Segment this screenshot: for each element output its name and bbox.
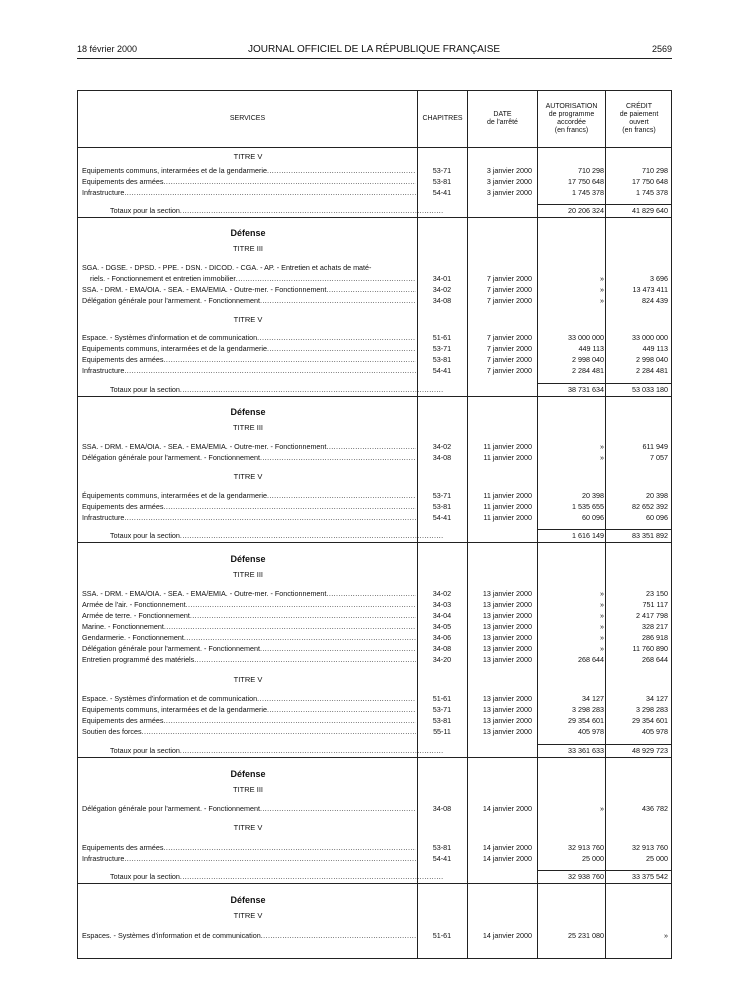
date-cell: 11 janvier 2000 (483, 502, 532, 511)
credit-cell: 25 000 (646, 854, 668, 863)
autorisation-cell: 20 206 324 (568, 206, 604, 215)
date-cell: 3 janvier 2000 (486, 177, 532, 186)
total-rule (538, 870, 672, 871)
autorisation-cell: 25 000 (582, 854, 604, 863)
service-label: Infrastructure ..... (82, 512, 416, 523)
autorisation-cell: 710 298 (578, 166, 604, 175)
credit-cell: 751 117 (642, 600, 668, 609)
table-row (78, 295, 671, 306)
titre-heading: TITRE V (233, 472, 263, 481)
chapitre-cell: 53-71 (432, 344, 452, 353)
chapitre-cell: 34-02 (432, 285, 452, 294)
section-rule (78, 883, 672, 884)
chapitre-cell: 34-08 (432, 644, 452, 653)
service-label: Equipements communs, interarmées et de la gendarmerie ..... (82, 343, 416, 354)
section-rule (78, 757, 672, 758)
service-label: Equipements des armées ..... (82, 842, 416, 853)
chapitre-cell: 53-71 (432, 705, 452, 714)
service-label: Equipements des armées ..... (82, 715, 416, 726)
credit-cell: 2 998 040 (636, 355, 668, 364)
table-row (78, 930, 671, 941)
credit-cell: 53 033 180 (632, 385, 668, 394)
service-label: Equipements des armées ..... (82, 176, 416, 187)
table-row (78, 343, 671, 354)
date-cell: 13 janvier 2000 (482, 611, 532, 620)
col-header-date: DATE de l'arrêté (487, 111, 518, 126)
service-label: Totaux pour la section ..... (110, 530, 444, 541)
credit-cell: 11 760 890 (632, 644, 668, 653)
autorisation-cell: 25 231 080 (568, 931, 604, 940)
autorisation-cell: 17 750 648 (568, 177, 604, 186)
service-label: Délégation générale pour l'armement. - Fonctionnement ..... (82, 295, 416, 306)
credit-cell: 29 354 601 (632, 716, 668, 725)
section-heading: Défense (230, 895, 266, 905)
service-label: SSA. - DRM. - EMA/OIA. - SEA. - EMA/EMIA. - Outre-mer. - Fonctionnement ..... (82, 284, 416, 295)
col-header-services: SERVICES (229, 115, 266, 122)
section-rule (78, 217, 672, 218)
table-row (78, 512, 671, 523)
service-label: Marine. - Fonctionnement ..... (82, 621, 416, 632)
credit-cell: 33 000 000 (632, 333, 668, 342)
header-rule (77, 58, 672, 59)
table-row (78, 490, 671, 501)
service-label: Délégation générale pour l'armement. - Fonctionnement ..... (82, 803, 416, 814)
date-cell: 13 janvier 2000 (482, 655, 532, 664)
date-cell: 13 janvier 2000 (482, 644, 532, 653)
date-cell: 7 janvier 2000 (486, 344, 532, 353)
autorisation-cell: 33 361 633 (568, 746, 604, 755)
table-row (78, 365, 671, 376)
service-label: Espaces. - Systèmes d'information et de communication ..... (82, 930, 416, 941)
service-label: Equipements des armées ..... (82, 501, 416, 512)
titre-heading: TITRE V (233, 823, 263, 832)
total-rule (538, 529, 672, 530)
chapitre-cell: 34-08 (432, 296, 452, 305)
service-label: Totaux pour la section ..... (110, 205, 444, 216)
chapitre-cell: 34-05 (432, 622, 452, 631)
titre-heading: TITRE V (233, 675, 263, 684)
table-row (78, 693, 671, 704)
totals-row (78, 384, 671, 395)
credit-cell: 3 298 283 (636, 705, 668, 714)
date-cell: 14 janvier 2000 (482, 931, 532, 940)
date-cell: 11 janvier 2000 (483, 491, 532, 500)
credit-cell: 7 057 (650, 453, 668, 462)
chapitre-cell: 34-06 (432, 633, 452, 642)
table-row (78, 588, 671, 599)
table-row (78, 654, 671, 665)
table-row (78, 165, 671, 176)
service-label: Equipements communs, interarmées et de la gendarmerie ..... (82, 165, 416, 176)
autorisation-cell: 33 000 000 (568, 333, 604, 342)
col-header-credit: CRÉDIT de paiement ouvert (en francs) (619, 103, 659, 134)
credit-cell: 1 745 378 (636, 188, 668, 197)
date-cell: 3 janvier 2000 (486, 188, 532, 197)
credit-cell: 20 398 (646, 491, 668, 500)
credit-cell: 23 150 (646, 589, 668, 598)
credits-table (77, 90, 672, 959)
date-cell: 13 janvier 2000 (482, 600, 532, 609)
credit-cell: 824 439 (642, 296, 668, 305)
table-row (78, 354, 671, 365)
date-cell: 14 janvier 2000 (482, 804, 532, 813)
autorisation-cell: » (600, 589, 604, 598)
page-date: 18 février 2000 (77, 44, 138, 54)
autorisation-cell: 1 745 378 (572, 188, 604, 197)
service-label: Entretien programmé des matériels ..... (82, 654, 416, 665)
service-label: Délégation générale pour l'armement. - Fonctionnement ..... (82, 452, 416, 463)
section-heading: Défense (230, 407, 266, 417)
service-label: Totaux pour la section ..... (110, 871, 444, 882)
chapitre-cell: 34-04 (432, 611, 452, 620)
autorisation-cell: 3 298 283 (572, 705, 604, 714)
titre-heading: TITRE V (233, 152, 263, 161)
date-cell: 3 janvier 2000 (486, 166, 532, 175)
total-rule (538, 744, 672, 745)
autorisation-cell: 2 284 481 (572, 366, 604, 375)
total-rule (538, 383, 672, 384)
totals-row (78, 871, 671, 882)
col-divider (537, 91, 538, 958)
chapitre-cell: 53-71 (432, 166, 452, 175)
autorisation-cell: 2 998 040 (572, 355, 604, 364)
credit-cell: 13 473 411 (632, 285, 668, 294)
table-row (78, 262, 671, 273)
header-separator (78, 147, 671, 148)
chapitre-cell: 51-61 (432, 931, 452, 940)
autorisation-cell: 405 978 (578, 727, 604, 736)
date-cell: 13 janvier 2000 (482, 633, 532, 642)
table-row (78, 332, 671, 343)
titre-heading: TITRE V (233, 911, 263, 920)
table-row (78, 726, 671, 737)
autorisation-cell: » (600, 804, 604, 813)
credit-cell: 286 918 (642, 633, 668, 642)
titre-heading: TITRE V (233, 315, 263, 324)
credit-cell: 48 929 723 (632, 746, 668, 755)
autorisation-cell: 268 644 (578, 655, 604, 664)
credit-cell: 41 829 640 (632, 206, 668, 215)
section-rule (78, 396, 672, 397)
col-header-chapitres: CHAPITRES (422, 115, 463, 122)
table-row (78, 803, 671, 814)
credit-cell: 2 284 481 (636, 366, 668, 375)
date-cell: 13 janvier 2000 (482, 694, 532, 703)
section-heading: Défense (230, 554, 266, 564)
total-rule (538, 204, 672, 205)
autorisation-cell: » (600, 644, 604, 653)
service-label: Gendarmerie. - Fonctionnement ..... (82, 632, 416, 643)
chapitre-cell: 55-11 (433, 727, 451, 736)
autorisation-cell: 449 113 (578, 344, 604, 353)
date-cell: 13 janvier 2000 (482, 727, 532, 736)
chapitre-cell: 34-03 (432, 600, 452, 609)
chapitre-cell: 34-02 (432, 442, 452, 451)
autorisation-cell: » (600, 611, 604, 620)
credit-cell: 82 652 392 (632, 502, 668, 511)
chapitre-cell: 53-81 (432, 502, 452, 511)
credit-cell: 60 096 (646, 513, 668, 522)
credit-cell: 405 978 (642, 727, 668, 736)
col-divider (467, 91, 468, 958)
chapitre-cell: 53-81 (432, 843, 452, 852)
table-row (78, 452, 671, 463)
autorisation-cell: 38 731 634 (568, 385, 604, 394)
credit-cell: 2 417 798 (636, 611, 668, 620)
journal-title: JOURNAL OFFICIEL DE LA RÉPUBLIQUE FRANÇAISE (247, 44, 501, 55)
table-row (78, 704, 671, 715)
chapitre-cell: 51-61 (432, 333, 452, 342)
table-row (78, 187, 671, 198)
autorisation-cell: » (600, 633, 604, 642)
service-label: Totaux pour la section ..... (110, 745, 444, 756)
service-label: Equipements des armées ..... (82, 354, 416, 365)
autorisation-cell: » (600, 453, 604, 462)
section-rule (78, 542, 672, 543)
service-label: Totaux pour la section ..... (110, 384, 444, 395)
chapitre-cell: 54-41 (432, 513, 452, 522)
date-cell: 7 janvier 2000 (486, 333, 532, 342)
table-row (78, 273, 671, 284)
table-row (78, 632, 671, 643)
autorisation-cell: » (600, 285, 604, 294)
autorisation-cell: 1 535 655 (572, 502, 604, 511)
autorisation-cell: 29 354 601 (568, 716, 604, 725)
table-row (78, 715, 671, 726)
credit-cell: 449 113 (642, 344, 668, 353)
autorisation-cell: » (600, 600, 604, 609)
credit-cell: 268 644 (642, 655, 668, 664)
date-cell: 11 janvier 2000 (483, 453, 532, 462)
section-heading: Défense (230, 769, 266, 779)
chapitre-cell: 53-71 (432, 491, 452, 500)
date-cell: 13 janvier 2000 (482, 716, 532, 725)
date-cell: 7 janvier 2000 (486, 274, 532, 283)
date-cell: 13 janvier 2000 (482, 589, 532, 598)
chapitre-cell: 53-81 (432, 177, 452, 186)
service-label: Infrastructure ..... (82, 187, 416, 198)
date-cell: 7 janvier 2000 (486, 296, 532, 305)
date-cell: 14 janvier 2000 (482, 843, 532, 852)
autorisation-cell: » (600, 442, 604, 451)
table-row (78, 501, 671, 512)
date-cell: 11 janvier 2000 (483, 442, 532, 451)
credit-cell: 32 913 760 (632, 843, 668, 852)
service-label: SSA. - DRM. - EMA/OIA. - SEA. - EMA/EMIA. - Outre-mer. - Fonctionnement ..... (82, 441, 416, 452)
credit-cell: 3 696 (650, 274, 668, 283)
titre-heading: TITRE III (233, 785, 263, 794)
table-row (78, 853, 671, 864)
date-cell: 7 janvier 2000 (486, 366, 532, 375)
service-label: Soutien des forces ..... (82, 726, 416, 737)
table-row (78, 599, 671, 610)
credit-cell: 611 949 (642, 442, 668, 451)
titre-heading: TITRE III (233, 244, 263, 253)
table-row (78, 176, 671, 187)
section-heading: Défense (230, 228, 266, 238)
titre-heading: TITRE III (233, 570, 263, 579)
chapitre-cell: 53-81 (432, 716, 452, 725)
date-cell: 14 janvier 2000 (482, 854, 532, 863)
chapitre-cell: 34-01 (432, 274, 452, 283)
credit-cell: 710 298 (642, 166, 668, 175)
credit-cell: 83 351 892 (632, 531, 668, 540)
chapitre-cell: 34-08 (432, 453, 452, 462)
date-cell: 11 janvier 2000 (483, 513, 532, 522)
service-label: Infrastructure ..... (82, 853, 416, 864)
table-row (78, 842, 671, 853)
service-label: SSA. - DRM. - EMA/OIA. - SEA. - EMA/EMIA. - Outre-mer. - Fonctionnement ..... (82, 588, 416, 599)
autorisation-cell: 1 616 149 (572, 531, 604, 540)
table-row (78, 610, 671, 621)
table-row (78, 621, 671, 632)
service-label: Équipements communs, interarmées et de la gendarmerie ..... (82, 490, 416, 501)
autorisation-cell: 34 127 (582, 694, 604, 703)
autorisation-cell: » (600, 622, 604, 631)
service-label: Equipements communs, interarmées et de la gendarmerie ..... (82, 704, 416, 715)
titre-heading: TITRE III (233, 423, 263, 432)
chapitre-cell: 53-81 (432, 355, 452, 364)
totals-row (78, 205, 671, 216)
chapitre-cell: 34-08 (432, 804, 452, 813)
table-row (78, 284, 671, 295)
table-row (78, 643, 671, 654)
page-number: 2569 (651, 44, 672, 54)
totals-row (78, 745, 671, 756)
date-cell: 7 janvier 2000 (486, 355, 532, 364)
credit-cell: 436 782 (642, 804, 668, 813)
service-label: Infrastructure ..... (82, 365, 416, 376)
credit-cell: » (664, 931, 668, 940)
autorisation-cell: 32 938 760 (568, 872, 604, 881)
credit-cell: 34 127 (646, 694, 668, 703)
autorisation-cell: » (600, 296, 604, 305)
table-row (78, 441, 671, 452)
chapitre-cell: 34-20 (432, 655, 452, 664)
date-cell: 13 janvier 2000 (482, 622, 532, 631)
credit-cell: 328 217 (642, 622, 668, 631)
chapitre-cell: 54-41 (432, 366, 452, 375)
autorisation-cell: 32 913 760 (568, 843, 604, 852)
service-label: Délégation générale pour l'armement. - Fonctionnement ..... (82, 643, 416, 654)
chapitre-cell: 54-41 (432, 854, 452, 863)
credit-cell: 17 750 648 (632, 177, 668, 186)
service-label: Armée de l'air. - Fonctionnement ..... (82, 599, 416, 610)
chapitre-cell: 54-41 (432, 188, 452, 197)
autorisation-cell: » (600, 274, 604, 283)
service-label: riels. - Fonctionnement et entretien immobilier ..... (82, 273, 416, 284)
autorisation-cell: 20 398 (582, 491, 604, 500)
totals-row (78, 530, 671, 541)
service-label: Espace. - Systèmes d'information et de communication ..... (82, 693, 416, 704)
service-label: SGA. - DGSE. - DPSD. - PPE. - DSN. - DICOD. - CGA. - AP. - Entretien et achats de maté- (82, 263, 372, 272)
autorisation-cell: 60 096 (582, 513, 604, 522)
chapitre-cell: 51-61 (432, 694, 452, 703)
date-cell: 13 janvier 2000 (482, 705, 532, 714)
service-label: Espace. - Systèmes d'information et de communication ..... (82, 332, 416, 343)
service-label: Armée de terre. - Fonctionnement ..... (82, 610, 416, 621)
col-divider (605, 91, 606, 958)
chapitre-cell: 34-02 (432, 589, 452, 598)
credit-cell: 33 375 542 (632, 872, 668, 881)
date-cell: 7 janvier 2000 (486, 285, 532, 294)
col-header-autorisation: AUTORISATION de programme accordée (en francs) (545, 103, 598, 134)
